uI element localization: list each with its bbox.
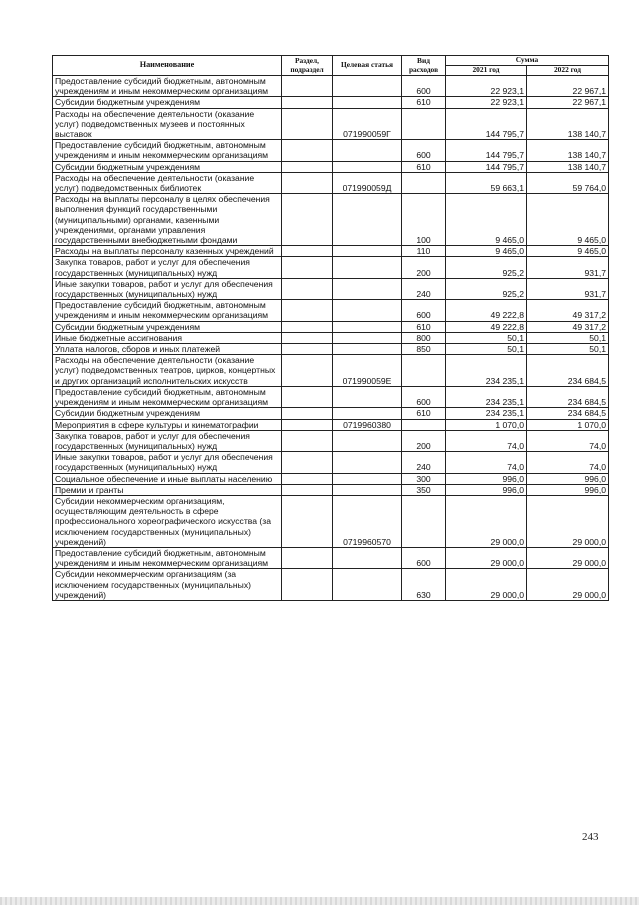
cell-type: 850	[402, 344, 446, 355]
budget-table	[52, 55, 609, 601]
cell-section	[282, 344, 333, 355]
cell-section	[282, 76, 333, 97]
cell-section	[282, 332, 333, 343]
cell-target	[333, 473, 402, 484]
cell-2022: 1 070,0	[527, 419, 609, 430]
cell-target: 0719960380	[333, 419, 402, 430]
cell-type: 600	[402, 140, 446, 161]
cell-name: Субсидии некоммерческим организациям (за исключением государственных (муниципальных) учреждений)	[53, 569, 282, 601]
cell-type	[402, 108, 446, 140]
cell-type: 610	[402, 321, 446, 332]
cell-section	[282, 161, 333, 172]
table-row	[53, 332, 609, 343]
cell-2021: 74,0	[446, 430, 527, 451]
cell-section	[282, 386, 333, 407]
cell-2021: 49 222,8	[446, 300, 527, 321]
cell-section	[282, 108, 333, 140]
cell-name: Иные закупки товаров, работ и услуг для обеспечения государственных (муниципальных) нужд	[53, 452, 282, 473]
cell-2021: 1 070,0	[446, 419, 527, 430]
cell-2021: 925,2	[446, 278, 527, 299]
table-row	[53, 344, 609, 355]
cell-name: Расходы на выплаты персоналу в целях обеспечения выполнения функций государственными (муниципальными) органами, казенными учреждениями, органами управления государственными внебюджетными фондами	[53, 194, 282, 246]
cell-target	[333, 569, 402, 601]
cell-target	[333, 300, 402, 321]
page-number: 243	[582, 831, 599, 843]
cell-2021: 59 663,1	[446, 172, 527, 193]
cell-2022: 138 140,7	[527, 161, 609, 172]
cell-section	[282, 194, 333, 246]
header-type: Вид расходов	[402, 56, 446, 76]
cell-name: Расходы на обеспечение деятельности (оказание услуг) подведомственных библиотек	[53, 172, 282, 193]
table-row	[53, 495, 609, 547]
table-body	[53, 76, 609, 601]
cell-target	[333, 161, 402, 172]
cell-2021: 234 235,1	[446, 355, 527, 387]
cell-section	[282, 97, 333, 108]
cell-name: Иные бюджетные ассигнования	[53, 332, 282, 343]
cell-section	[282, 321, 333, 332]
cell-target	[333, 430, 402, 451]
cell-target	[333, 408, 402, 419]
cell-2022: 234 684,5	[527, 386, 609, 407]
cell-2022: 931,7	[527, 257, 609, 278]
cell-name: Закупка товаров, работ и услуг для обеспечения государственных (муниципальных) нужд	[53, 430, 282, 451]
cell-name: Иные закупки товаров, работ и услуг для обеспечения государственных (муниципальных) нужд	[53, 278, 282, 299]
table-row	[53, 97, 609, 108]
cell-2022: 138 140,7	[527, 108, 609, 140]
cell-type: 610	[402, 161, 446, 172]
cell-target	[333, 344, 402, 355]
cell-type	[402, 172, 446, 193]
table-row	[53, 300, 609, 321]
table-row	[53, 257, 609, 278]
cell-2022: 29 000,0	[527, 547, 609, 568]
cell-2021: 29 000,0	[446, 569, 527, 601]
table-row	[53, 419, 609, 430]
table-row	[53, 321, 609, 332]
cell-type: 350	[402, 484, 446, 495]
cell-2021: 144 795,7	[446, 161, 527, 172]
table-row	[53, 473, 609, 484]
table-row	[53, 547, 609, 568]
header-target: Целевая статья	[333, 56, 402, 76]
cell-section	[282, 140, 333, 161]
cell-section	[282, 430, 333, 451]
table-row	[53, 108, 609, 140]
cell-section	[282, 495, 333, 547]
cell-2022: 9 465,0	[527, 194, 609, 246]
cell-type: 110	[402, 246, 446, 257]
cell-2022: 22 967,1	[527, 97, 609, 108]
cell-2022: 22 967,1	[527, 76, 609, 97]
cell-type: 240	[402, 278, 446, 299]
cell-2021: 925,2	[446, 257, 527, 278]
cell-type: 800	[402, 332, 446, 343]
cell-target	[333, 246, 402, 257]
cell-section	[282, 172, 333, 193]
cell-target	[333, 547, 402, 568]
cell-2021: 9 465,0	[446, 194, 527, 246]
cell-2022: 138 140,7	[527, 140, 609, 161]
header-section: Раздел, подраздел	[282, 56, 333, 76]
cell-target	[333, 386, 402, 407]
table-row	[53, 194, 609, 246]
cell-target	[333, 76, 402, 97]
cell-target	[333, 97, 402, 108]
cell-2022: 9 465,0	[527, 246, 609, 257]
cell-type: 200	[402, 430, 446, 451]
cell-name: Мероприятия в сфере культуры и кинематографии	[53, 419, 282, 430]
cell-2022: 29 000,0	[527, 569, 609, 601]
cell-2021: 29 000,0	[446, 547, 527, 568]
cell-2022: 931,7	[527, 278, 609, 299]
header-name: Наименование	[53, 56, 282, 76]
table-row	[53, 408, 609, 419]
cell-type: 240	[402, 452, 446, 473]
cell-2021: 22 923,1	[446, 76, 527, 97]
cell-target	[333, 452, 402, 473]
cell-2021: 22 923,1	[446, 97, 527, 108]
cell-2021: 144 795,7	[446, 140, 527, 161]
header-sum: Сумма	[446, 56, 609, 66]
cell-2021: 996,0	[446, 473, 527, 484]
table-row	[53, 484, 609, 495]
cell-section	[282, 300, 333, 321]
cell-name: Расходы на обеспечение деятельности (оказание услуг) подведомственных театров, цирков, концертных и других организаций исполнительских искусств	[53, 355, 282, 387]
cell-target	[333, 484, 402, 495]
cell-2021: 996,0	[446, 484, 527, 495]
cell-target	[333, 140, 402, 161]
cell-type: 200	[402, 257, 446, 278]
header-2022: 2022 год	[527, 66, 609, 76]
cell-name: Субсидии бюджетным учреждениям	[53, 97, 282, 108]
cell-target: 0719960570	[333, 495, 402, 547]
cell-2021: 50,1	[446, 332, 527, 343]
cell-section	[282, 419, 333, 430]
cell-2021: 9 465,0	[446, 246, 527, 257]
cell-name: Предоставление субсидий бюджетным, автономным учреждениям и иным некоммерческим организациям	[53, 76, 282, 97]
table-header	[53, 56, 609, 76]
cell-section	[282, 246, 333, 257]
table-row	[53, 452, 609, 473]
cell-type: 600	[402, 547, 446, 568]
cell-2022: 74,0	[527, 430, 609, 451]
cell-2022: 49 317,2	[527, 321, 609, 332]
cell-target: 071990059Е	[333, 355, 402, 387]
cell-target	[333, 321, 402, 332]
cell-name: Субсидии бюджетным учреждениям	[53, 408, 282, 419]
cell-type: 100	[402, 194, 446, 246]
cell-2021: 74,0	[446, 452, 527, 473]
cell-target	[333, 194, 402, 246]
cell-type	[402, 495, 446, 547]
cell-target	[333, 278, 402, 299]
table-row	[53, 355, 609, 387]
table-row	[53, 161, 609, 172]
cell-type: 600	[402, 300, 446, 321]
cell-name: Социальное обеспечение и иные выплаты населению	[53, 473, 282, 484]
cell-name: Субсидии некоммерческим организациям, осуществляющим деятельность в сфере профессионального хореографического искусства (за исключением государственных (муниципальных) учреждений)	[53, 495, 282, 547]
cell-type	[402, 419, 446, 430]
cell-target: 071990059Д	[333, 172, 402, 193]
cell-name: Закупка товаров, работ и услуг для обеспечения государственных (муниципальных) нужд	[53, 257, 282, 278]
cell-name: Расходы на выплаты персоналу казенных учреждений	[53, 246, 282, 257]
cell-2021: 144 795,7	[446, 108, 527, 140]
cell-2021: 50,1	[446, 344, 527, 355]
cell-name: Предоставление субсидий бюджетным, автономным учреждениям и иным некоммерческим организациям	[53, 386, 282, 407]
cell-2022: 996,0	[527, 484, 609, 495]
cell-name: Предоставление субсидий бюджетным, автономным учреждениям и иным некоммерческим организациям	[53, 140, 282, 161]
cell-section	[282, 257, 333, 278]
cell-name: Предоставление субсидий бюджетным, автономным учреждениям и иным некоммерческим организациям	[53, 300, 282, 321]
cell-2022: 996,0	[527, 473, 609, 484]
cell-type: 610	[402, 97, 446, 108]
cell-name: Субсидии бюджетным учреждениям	[53, 161, 282, 172]
table-row	[53, 569, 609, 601]
cell-section	[282, 278, 333, 299]
table-row	[53, 430, 609, 451]
cell-name: Расходы на обеспечение деятельности (оказание услуг) подведомственных музеев и постоянных выставок	[53, 108, 282, 140]
cell-section	[282, 452, 333, 473]
cell-2022: 59 764,0	[527, 172, 609, 193]
cell-target	[333, 257, 402, 278]
table-row	[53, 172, 609, 193]
cell-2021: 29 000,0	[446, 495, 527, 547]
table-row	[53, 76, 609, 97]
cell-section	[282, 484, 333, 495]
cell-type: 600	[402, 386, 446, 407]
cell-section	[282, 355, 333, 387]
table-row	[53, 140, 609, 161]
cell-2021: 234 235,1	[446, 408, 527, 419]
cell-type: 630	[402, 569, 446, 601]
cell-2022: 50,1	[527, 344, 609, 355]
cell-section	[282, 569, 333, 601]
cell-target: 071990059Г	[333, 108, 402, 140]
cell-name: Уплата налогов, сборов и иных платежей	[53, 344, 282, 355]
scan-edge	[0, 897, 639, 905]
cell-type: 300	[402, 473, 446, 484]
table-row	[53, 278, 609, 299]
cell-section	[282, 547, 333, 568]
cell-type: 610	[402, 408, 446, 419]
header-2021: 2021 год	[446, 66, 527, 76]
cell-name: Премии и гранты	[53, 484, 282, 495]
cell-2022: 49 317,2	[527, 300, 609, 321]
cell-name: Субсидии бюджетным учреждениям	[53, 321, 282, 332]
table-row	[53, 386, 609, 407]
cell-section	[282, 408, 333, 419]
table-row	[53, 246, 609, 257]
cell-type	[402, 355, 446, 387]
cell-2022: 29 000,0	[527, 495, 609, 547]
cell-target	[333, 332, 402, 343]
cell-2022: 50,1	[527, 332, 609, 343]
cell-2022: 234 684,5	[527, 408, 609, 419]
cell-type: 600	[402, 76, 446, 97]
cell-2021: 234 235,1	[446, 386, 527, 407]
cell-2022: 234 684,5	[527, 355, 609, 387]
cell-2021: 49 222,8	[446, 321, 527, 332]
cell-2022: 74,0	[527, 452, 609, 473]
cell-section	[282, 473, 333, 484]
cell-name: Предоставление субсидий бюджетным, автономным учреждениям и иным некоммерческим организациям	[53, 547, 282, 568]
